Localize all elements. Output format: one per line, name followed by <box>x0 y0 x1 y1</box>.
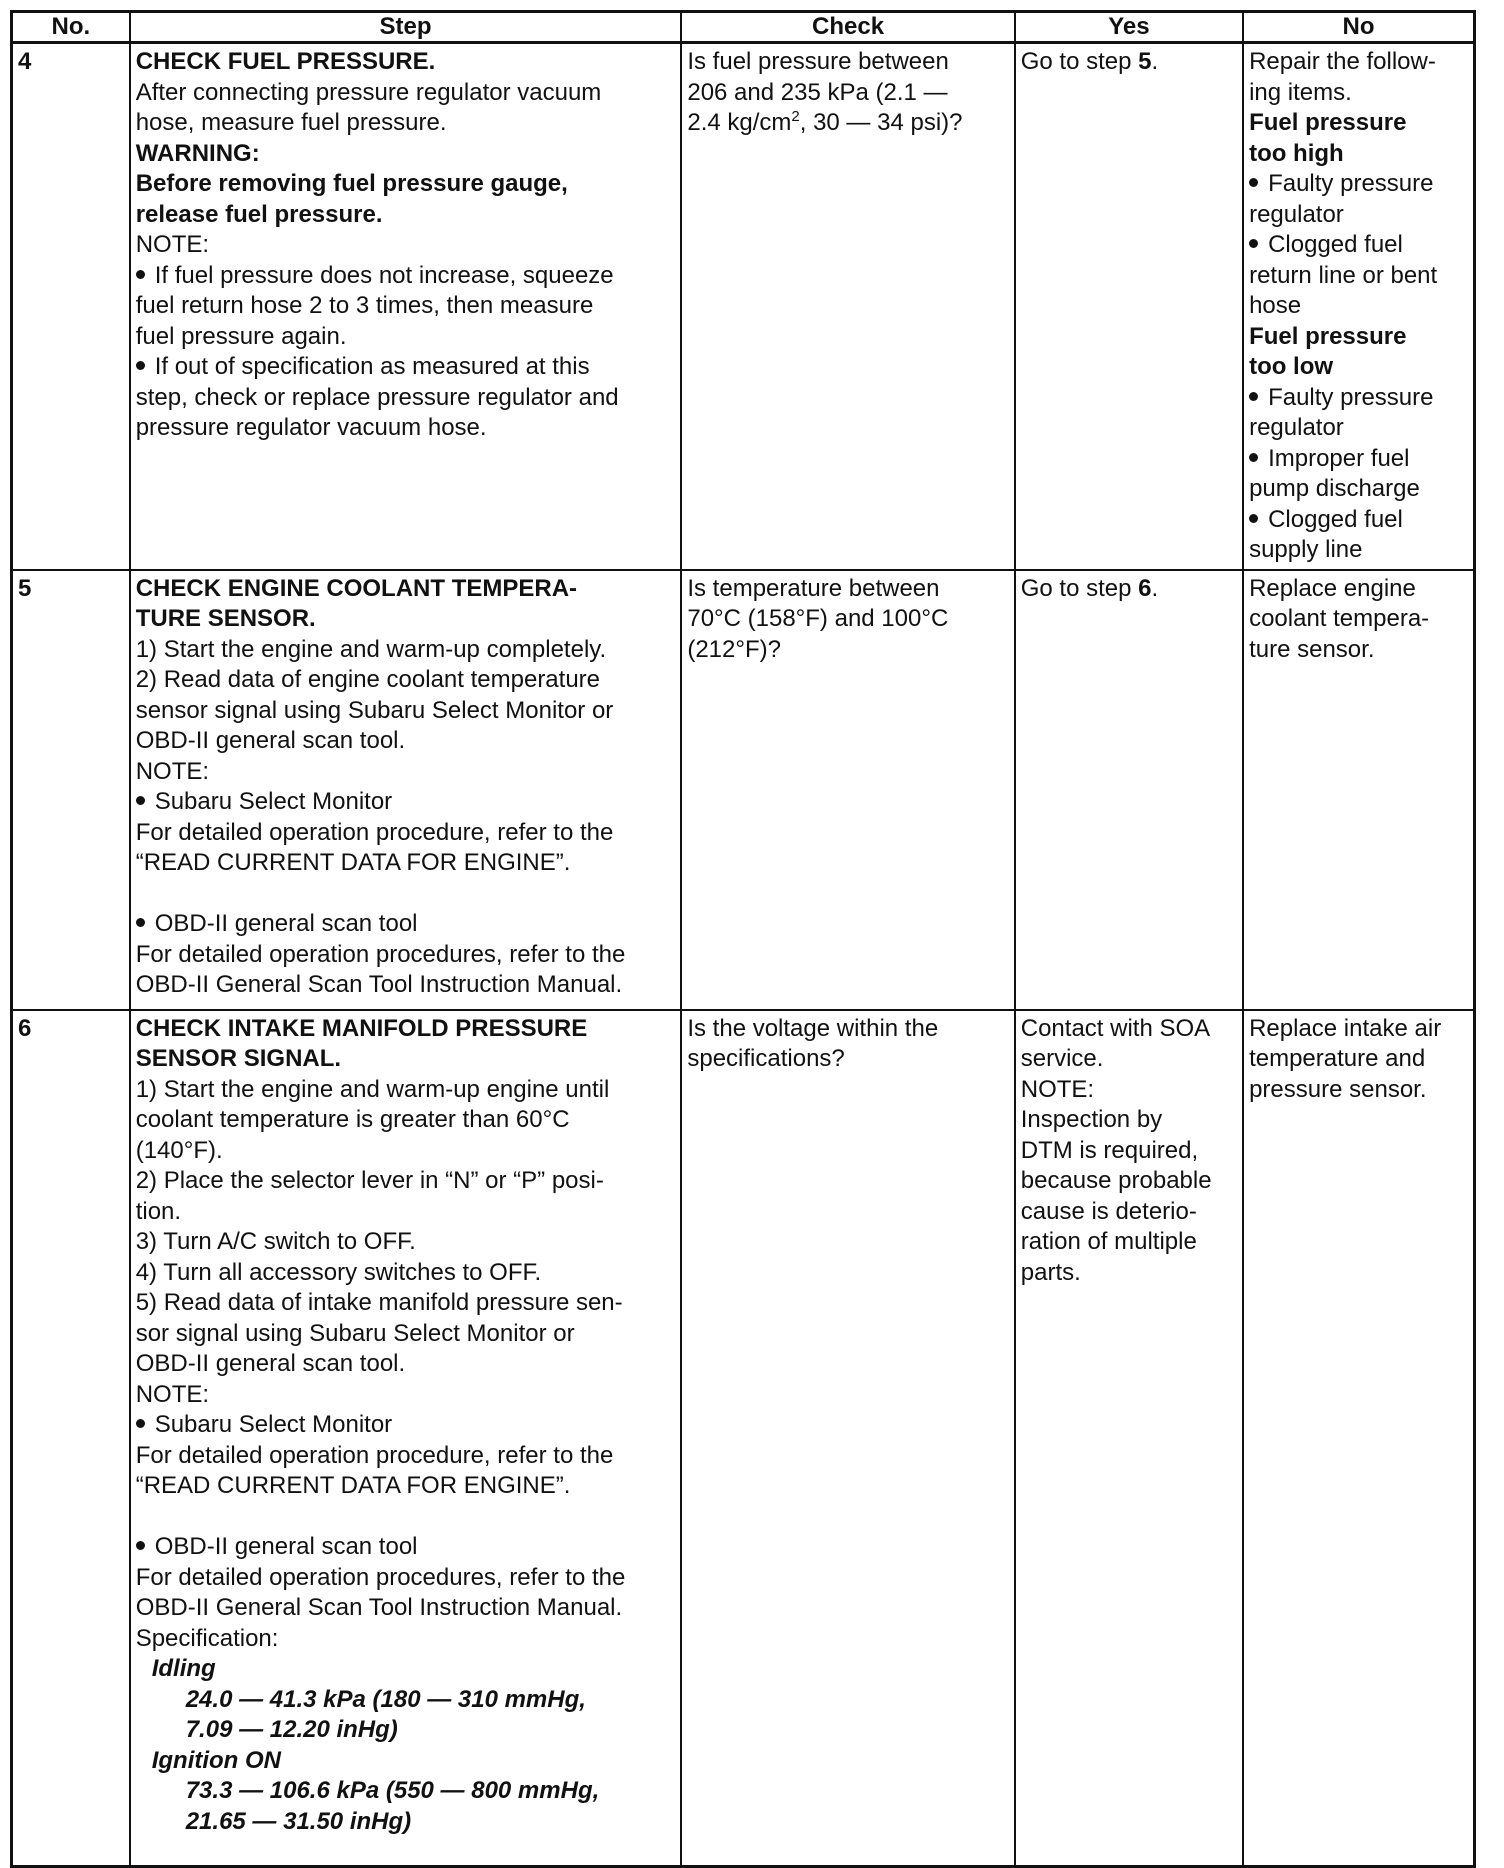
yes-cell <box>1015 43 1243 570</box>
step-cell <box>130 1010 682 1867</box>
step-text: NOTE: <box>135 757 210 785</box>
step-text: Before removing fuel pressure gauge, <box>135 170 568 197</box>
no-result-text: ture sensor. <box>1249 635 1375 663</box>
step-line <box>136 574 676 605</box>
step-line <box>136 1410 676 1441</box>
step-text: 1) Start the engine and warm-up completely. <box>135 635 607 663</box>
check-cell <box>681 43 1014 570</box>
step-number-ref: 6 <box>1138 574 1152 602</box>
step-text: 4) Turn all accessory switches to OFF. <box>135 1258 542 1286</box>
header-step: Step <box>130 12 682 43</box>
no-result-text: too low <box>1249 353 1334 380</box>
step-line <box>136 1075 676 1106</box>
yes-text-tail: . <box>1151 48 1159 75</box>
no-result-line <box>1249 291 1468 322</box>
step-line <box>136 665 676 696</box>
no-result-text: Clogged fuel <box>1268 505 1403 533</box>
step-text: 21.65 — 31.50 inHg) <box>185 1807 412 1835</box>
no-result-line <box>1249 1075 1468 1106</box>
step-number-ref: 5 <box>1138 48 1152 75</box>
step-text: Ignition ON <box>151 1746 282 1774</box>
no-result-line <box>1249 139 1468 170</box>
step-line <box>136 970 676 1001</box>
step-text: For detailed operation procedure, refer to the <box>135 1441 614 1469</box>
no-result-text: return line or bent <box>1249 261 1438 289</box>
step-text: coolant temperature is greater than 60°C <box>135 1106 570 1133</box>
step-cell <box>130 43 682 570</box>
step-text: release fuel pressure. <box>135 200 383 228</box>
yes-line <box>1021 1197 1237 1228</box>
table-header-row <box>12 12 1475 43</box>
no-result-text: Fuel pressure <box>1249 322 1407 350</box>
step-line <box>136 1532 676 1563</box>
step-line <box>136 352 676 383</box>
step-text: fuel pressure again. <box>135 322 347 350</box>
check-text: specifications? <box>687 1045 845 1072</box>
step-text: 5) Read data of intake manifold pressure sen- <box>135 1289 623 1316</box>
no-result-text: ing items. <box>1249 78 1352 106</box>
yes-text: Go to step <box>1020 48 1139 75</box>
yes-line <box>1021 574 1237 605</box>
step-text: 1) Start the engine and warm-up engine until <box>135 1075 610 1103</box>
bullet-icon <box>1249 392 1258 401</box>
step-line <box>136 1746 676 1777</box>
step-line <box>136 1380 676 1411</box>
no-result-line <box>1249 78 1468 109</box>
step-line <box>136 1807 676 1838</box>
step-line <box>136 1593 676 1624</box>
step-line <box>136 108 676 139</box>
check-line <box>687 1044 1008 1075</box>
yes-text: service. <box>1020 1045 1104 1072</box>
no-result-text: supply line <box>1249 536 1363 563</box>
step-line <box>136 1014 676 1045</box>
no-result-text: Fuel pressure <box>1249 109 1407 136</box>
check-text: Is fuel pressure between <box>687 48 949 75</box>
step-line <box>136 200 676 231</box>
step-text: CHECK ENGINE COOLANT TEMPERA- <box>135 574 578 602</box>
yes-line <box>1021 1258 1237 1289</box>
no-result-line <box>1249 505 1468 536</box>
step-text: 2) Place the selector lever in “N” or “P” posi- <box>135 1167 604 1194</box>
step-text: Idling <box>151 1655 216 1682</box>
yes-text: ration of multiple <box>1020 1228 1197 1255</box>
step-text: OBD-II general scan tool <box>154 910 418 937</box>
yes-line <box>1021 1014 1237 1045</box>
step-text: CHECK INTAKE MANIFOLD PRESSURE <box>135 1014 588 1042</box>
no-result-cell <box>1243 570 1474 1010</box>
step-text: OBD-II General Scan Tool Instruction Manual. <box>135 971 623 998</box>
step-text: If fuel pressure does not increase, squeeze <box>154 261 614 289</box>
step-line <box>136 1441 676 1472</box>
no-result-line <box>1249 169 1468 200</box>
yes-text: DTM is required, <box>1020 1136 1199 1164</box>
step-line <box>136 1258 676 1289</box>
yes-line <box>1021 1075 1237 1106</box>
step-line <box>136 261 676 292</box>
bullet-icon <box>1249 453 1258 462</box>
step-text: If out of specification as measured at this <box>154 353 590 380</box>
step-line <box>136 1227 676 1258</box>
step-text: Subaru Select Monitor <box>154 788 393 815</box>
step-text: For detailed operation procedure, refer to the <box>135 818 614 846</box>
step-text: NOTE: <box>135 1380 210 1408</box>
bullet-icon <box>136 270 145 279</box>
bullet-icon <box>136 361 145 370</box>
no-result-line <box>1249 261 1468 292</box>
step-text: tion. <box>135 1197 182 1225</box>
step-text: For detailed operation procedures, refer to the <box>135 1563 626 1591</box>
bullet-icon <box>1249 239 1258 248</box>
step-text: 7.09 — 12.20 inHg) <box>185 1716 398 1743</box>
step-cell <box>130 570 682 1010</box>
no-result-text: regulator <box>1249 200 1344 228</box>
no-result-text: too high <box>1249 139 1344 167</box>
step-blank-line <box>136 879 676 910</box>
check-text: 70°C (158°F) and 100°C <box>687 605 949 632</box>
step-text: NOTE: <box>135 231 210 258</box>
check-text-tail: , 30 — 34 psi)? <box>799 109 963 136</box>
no-result-line <box>1249 352 1468 383</box>
no-result-text: Clogged fuel <box>1268 231 1403 258</box>
step-line <box>136 696 676 727</box>
no-result-line <box>1249 322 1468 353</box>
table-row <box>12 570 1475 1010</box>
step-line <box>136 1044 676 1075</box>
no-result-text: regulator <box>1249 414 1344 441</box>
check-line <box>687 47 1008 78</box>
yes-cell <box>1015 1010 1243 1867</box>
header-no: No. <box>12 12 130 43</box>
step-text: OBD-II general scan tool <box>154 1533 418 1560</box>
step-line <box>136 1654 676 1685</box>
no-result-text: Replace engine <box>1249 574 1416 602</box>
step-blank-line <box>136 1502 676 1533</box>
step-text: “READ CURRENT DATA FOR ENGINE”. <box>135 849 571 876</box>
step-line <box>136 1136 676 1167</box>
step-number-cell: 5 <box>12 570 130 1010</box>
step-line <box>136 1624 676 1655</box>
yes-text: cause is deterio- <box>1020 1197 1197 1225</box>
check-text: 206 and 235 kPa (2.1 — <box>687 78 948 106</box>
no-result-cell <box>1243 1010 1474 1867</box>
step-text: 3) Turn A/C switch to OFF. <box>135 1228 416 1255</box>
no-result-line <box>1249 230 1468 261</box>
diagnostic-procedure-sheet <box>10 10 1476 1868</box>
step-line <box>136 909 676 940</box>
step-text: 73.3 — 106.6 kPa (550 — 800 mmHg, <box>185 1777 600 1804</box>
step-line <box>136 1563 676 1594</box>
step-text: CHECK FUEL PRESSURE. <box>135 48 436 75</box>
step-text: After connecting pressure regulator vacuum <box>135 78 602 106</box>
no-result-line <box>1249 108 1468 139</box>
bullet-icon <box>136 796 145 805</box>
yes-text: because probable <box>1020 1167 1212 1194</box>
yes-line <box>1021 1105 1237 1136</box>
step-line <box>136 757 676 788</box>
check-line <box>687 78 1008 109</box>
yes-line <box>1021 1044 1237 1075</box>
table-row <box>12 43 1475 570</box>
step-line <box>136 1349 676 1380</box>
no-result-line <box>1249 383 1468 414</box>
step-line <box>136 1288 676 1319</box>
no-result-text: Improper fuel <box>1268 444 1410 472</box>
step-text: (140°F). <box>135 1136 223 1164</box>
no-result-line <box>1249 200 1468 231</box>
check-line <box>687 108 1008 139</box>
yes-text: NOTE: <box>1020 1075 1095 1103</box>
step-text: WARNING: <box>135 139 260 167</box>
table-row <box>12 1010 1475 1867</box>
check-text: (212°F)? <box>687 635 781 663</box>
yes-line <box>1021 1136 1237 1167</box>
diagnostic-table <box>10 10 1476 1868</box>
step-line <box>136 1776 676 1807</box>
step-line <box>136 78 676 109</box>
header-no-result: No <box>1243 12 1474 43</box>
header-check: Check <box>681 12 1014 43</box>
check-text: 2.4 kg/cm <box>687 109 792 136</box>
table-body <box>12 43 1475 1867</box>
step-number-cell: 6 <box>12 1010 130 1867</box>
step-line <box>136 383 676 414</box>
step-line <box>136 1715 676 1746</box>
step-text: OBD-II General Scan Tool Instruction Manual. <box>135 1594 623 1621</box>
step-number-cell: 4 <box>12 43 130 570</box>
step-line <box>136 1105 676 1136</box>
step-text: pressure regulator vacuum hose. <box>135 414 487 441</box>
step-line <box>136 787 676 818</box>
check-line <box>687 604 1008 635</box>
step-text: sensor signal using Subaru Select Monitor or <box>135 696 614 724</box>
no-result-line <box>1249 604 1468 635</box>
no-result-text: pump discharge <box>1249 475 1420 502</box>
check-cell <box>681 1010 1014 1867</box>
step-text: fuel return hose 2 to 3 times, then measure <box>135 292 594 319</box>
step-line <box>136 848 676 879</box>
step-line <box>136 230 676 261</box>
yes-text: Inspection by <box>1020 1106 1163 1133</box>
step-text: OBD-II general scan tool. <box>135 1350 406 1377</box>
no-result-line <box>1249 635 1468 666</box>
step-text: sor signal using Subaru Select Monitor or <box>135 1319 575 1347</box>
step-text: step, check or replace pressure regulator and <box>135 383 619 411</box>
yes-line <box>1021 1227 1237 1258</box>
bullet-icon <box>136 918 145 927</box>
step-text: OBD-II general scan tool. <box>135 727 406 754</box>
yes-text-tail: . <box>1151 574 1159 602</box>
step-line <box>136 1471 676 1502</box>
bullet-icon <box>1249 514 1258 523</box>
no-result-line <box>1249 413 1468 444</box>
step-line <box>136 413 676 444</box>
yes-line <box>1021 1166 1237 1197</box>
check-text: Is the voltage within the <box>687 1014 939 1042</box>
step-line <box>136 139 676 170</box>
no-result-line <box>1249 574 1468 605</box>
no-result-text: pressure sensor. <box>1249 1075 1427 1103</box>
step-text: SENSOR SIGNAL. <box>135 1045 342 1072</box>
no-result-text: Faulty pressure <box>1268 170 1434 197</box>
check-cell <box>681 570 1014 1010</box>
yes-line <box>1021 47 1237 78</box>
yes-text: Contact with SOA <box>1020 1014 1211 1042</box>
bullet-icon <box>136 1419 145 1428</box>
check-line <box>687 635 1008 666</box>
step-text: Subaru Select Monitor <box>154 1411 393 1438</box>
yes-cell <box>1015 570 1243 1010</box>
step-text: Specification: <box>135 1624 279 1652</box>
bullet-icon <box>136 1541 145 1550</box>
step-line <box>136 818 676 849</box>
no-result-text: Repair the follow- <box>1249 48 1436 75</box>
no-result-line <box>1249 47 1468 78</box>
superscript: 2 <box>791 108 800 125</box>
no-result-text: coolant tempera- <box>1249 605 1430 632</box>
step-line <box>136 1685 676 1716</box>
step-line <box>136 322 676 353</box>
no-result-line <box>1249 535 1468 566</box>
step-text: TURE SENSOR. <box>135 605 316 632</box>
no-result-line <box>1249 444 1468 475</box>
yes-text: Go to step <box>1020 574 1139 602</box>
step-text: “READ CURRENT DATA FOR ENGINE”. <box>135 1472 571 1499</box>
step-line <box>136 1319 676 1350</box>
no-result-text: Faulty pressure <box>1268 383 1434 411</box>
step-line <box>136 635 676 666</box>
yes-text: parts. <box>1020 1258 1081 1286</box>
bullet-icon <box>1249 178 1258 187</box>
step-line <box>136 940 676 971</box>
step-text: 2) Read data of engine coolant temperature <box>135 666 601 693</box>
step-line <box>136 1166 676 1197</box>
check-line <box>687 1014 1008 1045</box>
step-line <box>136 604 676 635</box>
no-result-cell <box>1243 43 1474 570</box>
step-text: For detailed operation procedures, refer to the <box>135 940 626 968</box>
no-result-text: Replace intake air <box>1249 1014 1442 1042</box>
no-result-line <box>1249 1044 1468 1075</box>
header-yes: Yes <box>1015 12 1243 43</box>
step-line <box>136 726 676 757</box>
step-line <box>136 291 676 322</box>
no-result-line <box>1249 1014 1468 1045</box>
check-line <box>687 574 1008 605</box>
check-text: Is temperature between <box>687 574 940 602</box>
no-result-line <box>1249 474 1468 505</box>
step-line <box>136 47 676 78</box>
step-line <box>136 169 676 200</box>
step-text: 24.0 — 41.3 kPa (180 — 310 mmHg, <box>185 1685 586 1713</box>
step-line <box>136 1197 676 1228</box>
no-result-text: temperature and <box>1249 1045 1426 1072</box>
no-result-text: hose <box>1249 292 1302 319</box>
step-text: hose, measure fuel pressure. <box>135 109 447 136</box>
